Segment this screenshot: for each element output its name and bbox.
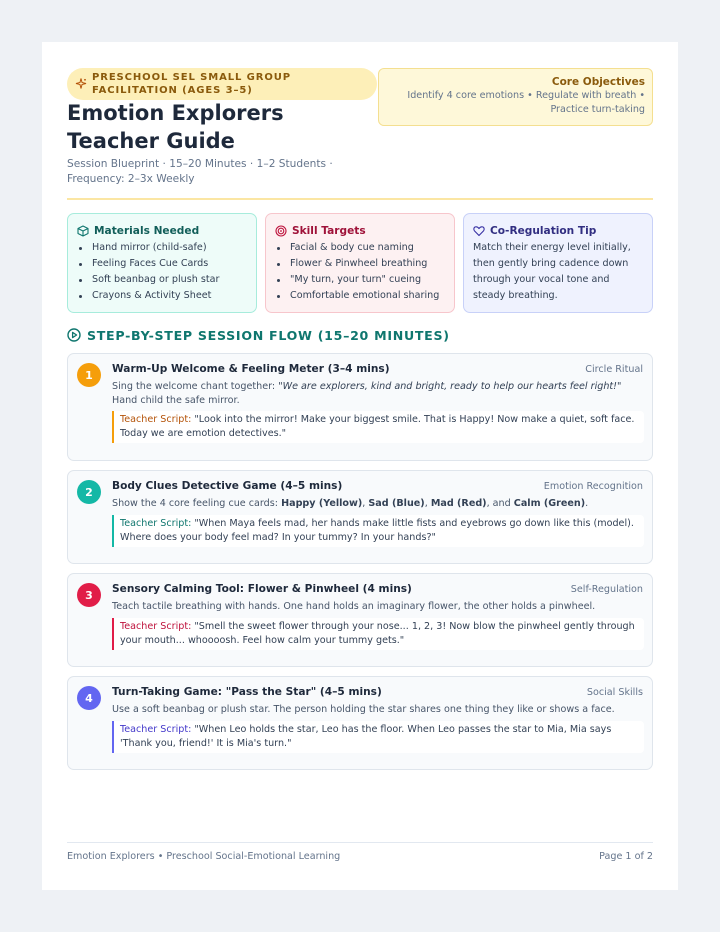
teacher-script: Teacher Script: "When Leo holds the star, Leo has the floor. When Leo passes the star to Mia, Mia says 'Thank you, friend!' It is Mia's turn." (112, 721, 644, 753)
list-item: Comfortable emotional sharing (275, 288, 445, 304)
eyebrow-badge (67, 68, 377, 100)
page-subtitle: Session Blueprint · 15–20 Minutes · 1–2 Students · Frequency: 2–3x Weekly (67, 158, 333, 185)
page-number: Page 1 of 2 (599, 851, 653, 862)
objectives-title: Core Objectives (551, 76, 645, 88)
step-card-1 (67, 353, 653, 461)
list-item: Hand mirror (child-safe) (77, 240, 247, 256)
skills-list (275, 240, 445, 304)
step-description: Use a soft beanbag or plush star. The person holding the star shares one thing they like or shows a face. (112, 704, 615, 715)
eyebrow-text: PRESCHOOL SEL SMALL GROUP FACILITATION (AGES 3–5) (92, 72, 291, 96)
step-title: Turn-Taking Game: "Pass the Star" (4–5 mins) (112, 686, 382, 698)
teacher-script: Teacher Script: "Look into the mirror! Make your biggest smile. That is Happy! Now make a quiet, soft face. Today we are emotion detectives." (112, 411, 644, 443)
tip-card (463, 213, 653, 313)
materials-list (77, 240, 247, 304)
footer-left: Emotion Explorers • Preschool Social-Emotional Learning (67, 851, 341, 862)
section-heading (67, 327, 450, 343)
step-number: 1 (77, 363, 101, 387)
objectives-box (378, 68, 653, 126)
info-cards (67, 213, 653, 313)
sparkle-icon (75, 78, 87, 90)
teacher-script: Teacher Script: "Smell the sweet flower through your nose... 1, 2, 3! Now blow the pinwheel gently through your mouth... whoooosh. Feel how calm your tummy gets." (112, 618, 644, 650)
step-card-2 (67, 470, 653, 564)
step-number: 4 (77, 686, 101, 710)
section-title: STEP-BY-STEP SESSION FLOW (15–20 MINUTES) (87, 327, 450, 343)
heart-icon (473, 225, 485, 237)
step-number: 3 (77, 583, 101, 607)
step-description: Show the 4 core feeling cue cards: Happy (Yellow), Sad (Blue), Mad (Red), and Calm (Green). (112, 498, 589, 509)
tip-text: Match their energy level initially, then gently bring cadence down through your vocal tone and steady breathing. (473, 242, 631, 301)
step-tag: Circle Ritual (585, 364, 643, 375)
step-card-4 (67, 676, 653, 770)
step-tag: Self-Regulation (570, 584, 643, 595)
header (67, 68, 653, 196)
step-title: Warm-Up Welcome & Feeling Meter (3–4 mins) (112, 363, 390, 375)
list-item: Facial & body cue naming (275, 240, 445, 256)
box-icon (77, 225, 89, 237)
tip-title: Co-Regulation Tip (490, 225, 597, 237)
step-title: Body Clues Detective Game (4–5 mins) (112, 480, 343, 492)
step-tag: Emotion Recognition (543, 481, 643, 492)
play-circle-icon (67, 328, 81, 342)
step-card-3 (67, 573, 653, 667)
step-description: Teach tactile breathing with hands. One hand holds an imaginary flower, the other holds a pinwheel. (112, 601, 596, 612)
step-number: 2 (77, 480, 101, 504)
header-divider (67, 198, 653, 200)
materials-title: Materials Needed (94, 225, 200, 237)
step-title: Sensory Calming Tool: Flower & Pinwheel (4 mins) (112, 583, 412, 595)
step-tag: Social Skills (586, 687, 643, 698)
list-item: "My turn, your turn" cueing (275, 272, 445, 288)
guide-page (42, 42, 678, 890)
skills-title: Skill Targets (292, 225, 366, 237)
list-item: Crayons & Activity Sheet (77, 288, 247, 304)
list-item: Flower & Pinwheel breathing (275, 256, 445, 272)
list-item: Soft beanbag or plush star (77, 272, 247, 288)
teacher-script: Teacher Script: "When Maya feels mad, her hands make little fists and eyebrows go down like this (model). Where does your body feel mad? In your tummy? In your hands?" (112, 515, 644, 547)
page-title: Emotion Explorers Teacher Guide (67, 101, 284, 153)
list-item: Feeling Faces Cue Cards (77, 256, 247, 272)
step-description: Sing the welcome chant together: "We are explorers, kind and bright, ready to help our hearts feel right!" Hand child the safe mirror. (112, 381, 622, 406)
materials-card (67, 213, 257, 313)
objectives-text: Identify 4 core emotions • Regulate with breath • Practice turn-taking (407, 90, 645, 115)
target-icon (275, 225, 287, 237)
welcome-chant: "We are explorers, kind and bright, ready to help our hearts feel right!" (278, 381, 622, 392)
skills-card (265, 213, 455, 313)
page-content (67, 68, 653, 749)
footer-divider (67, 842, 653, 843)
